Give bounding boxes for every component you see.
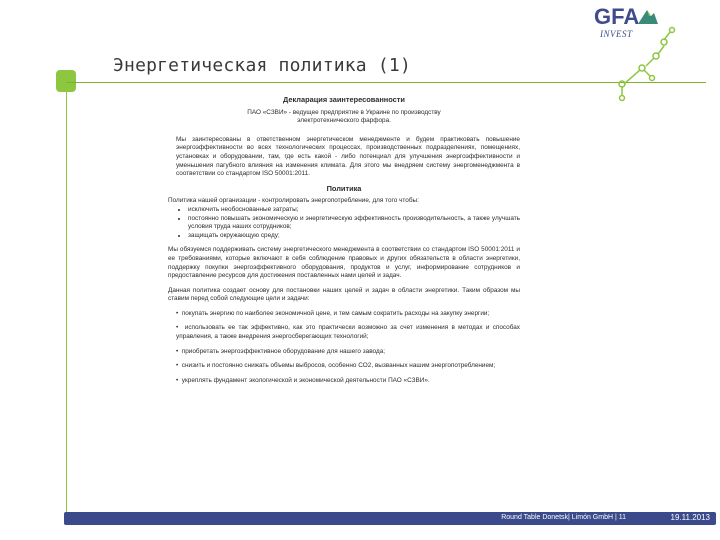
- goal-text: приобретать энергоэффективное оборудование для нашего завода;: [181, 347, 386, 355]
- footer-text: Round Table Donetsk| Limón GmbH | 11: [501, 514, 626, 521]
- doc-policy-list: [168, 206, 520, 240]
- list-item: • защищать окружающую среду;: [188, 232, 520, 241]
- logo-mountain-icon: [638, 8, 658, 24]
- list-item: • постоянно повышать экономическую и энергетическую эффективность производительность, а также улучшать условия труда наших сотрудников;: [188, 215, 520, 232]
- list-item: • покупать энергию по наиболее экономичной цене, и тем самым сократить расходы на закупку энергии;: [176, 309, 490, 317]
- footer-bar: [64, 512, 716, 525]
- doc-paragraph-2: Мы обязуемся поддерживать систему энергетического менеджмента в соответствии со стандартом ISO 50001:2011 и ее требованиями, которые включают в себя соблюдение правовых и других обязательств в области энергетики, поддержку покупки энергоэффективного оборудования, продуктов и услуг, информирование сотрудников и предоставление ресурсов для достижения поставленных нами целей и задач.: [168, 246, 520, 280]
- list-item: • снизить и постоянно снижать объемы выбросов, особенно CO2, вызванных нашим энергопотреблением;: [176, 362, 496, 370]
- doc-policy-intro: Политика нашей организации - контролировать энергопотребление, для того чтобы:: [168, 197, 419, 205]
- doc-paragraph-1: Мы заинтересованы в ответственном энергетическом менеджменте и будем практиковать повышение энергоэффективности во всех технологических процессах, производственных подразделениях, помещениях, установках и оборудовании, там, где есть какой - либо потенциал для улучшения энергоэффективности и уменьшения пагубного влияния на изменения климата. Для этого мы внедряем систему энергоменеджмента в соответствии со стандартом ISO 50001:2011.: [176, 135, 520, 178]
- left-margin-line: [66, 91, 67, 513]
- doc-company-line-1: ПАО «СЗВИ» - ведущее предприятие в Украине по производству: [247, 108, 441, 116]
- goal-text: использовать ее так эффективно, как это практически возможно за счет изменения в методах и способах управления, а также внедрения энергосберегающих технологий;: [176, 324, 520, 341]
- declaration-document: [168, 96, 520, 391]
- logo-brand: GFA: [594, 4, 640, 29]
- doc-company-line-2: электротехнического фарфора.: [297, 117, 391, 125]
- list-item: • приобретать энергоэффективное оборудование для нашего завода;: [176, 347, 386, 355]
- doc-heading: Декларация заинтересованности: [283, 95, 405, 104]
- goal-text: снизить и постоянно снижать объемы выбросов, особенно CO2, вызванных нашим энергопотреблением;: [181, 362, 496, 370]
- logo-sub: INVEST: [600, 29, 633, 39]
- footer-date: 19.11.2013: [670, 513, 710, 522]
- list-item: • исключить необоснованные затраты;: [188, 206, 520, 215]
- goal-text: укреплять фундамент экологической и экономической деятельности ПАО «СЗВИ».: [181, 376, 430, 384]
- list-item: • укреплять фундамент экологической и экономической деятельности ПАО «СЗВИ».: [176, 376, 430, 384]
- title-accent-square: [56, 70, 76, 92]
- goal-text: покупать энергию по наиболее экономичной цене, и тем самым сократить расходы на закупку энергии;: [181, 309, 490, 317]
- circuit-decoration: [602, 26, 682, 106]
- doc-policy-heading: Политика: [326, 183, 362, 193]
- doc-paragraph-3: Данная политика создает основу для постановки наших целей и задач в области энергетики. Таким образом мы ставим перед собой следующие цели и задачи:: [168, 286, 520, 303]
- list-item: • использовать ее так эффективно, как это практически возможно за счет изменения в методах и способах управления, а также внедрения энергосберегающих технологий;: [176, 324, 520, 341]
- slide-title: Энергетическая политика (1): [113, 55, 411, 76]
